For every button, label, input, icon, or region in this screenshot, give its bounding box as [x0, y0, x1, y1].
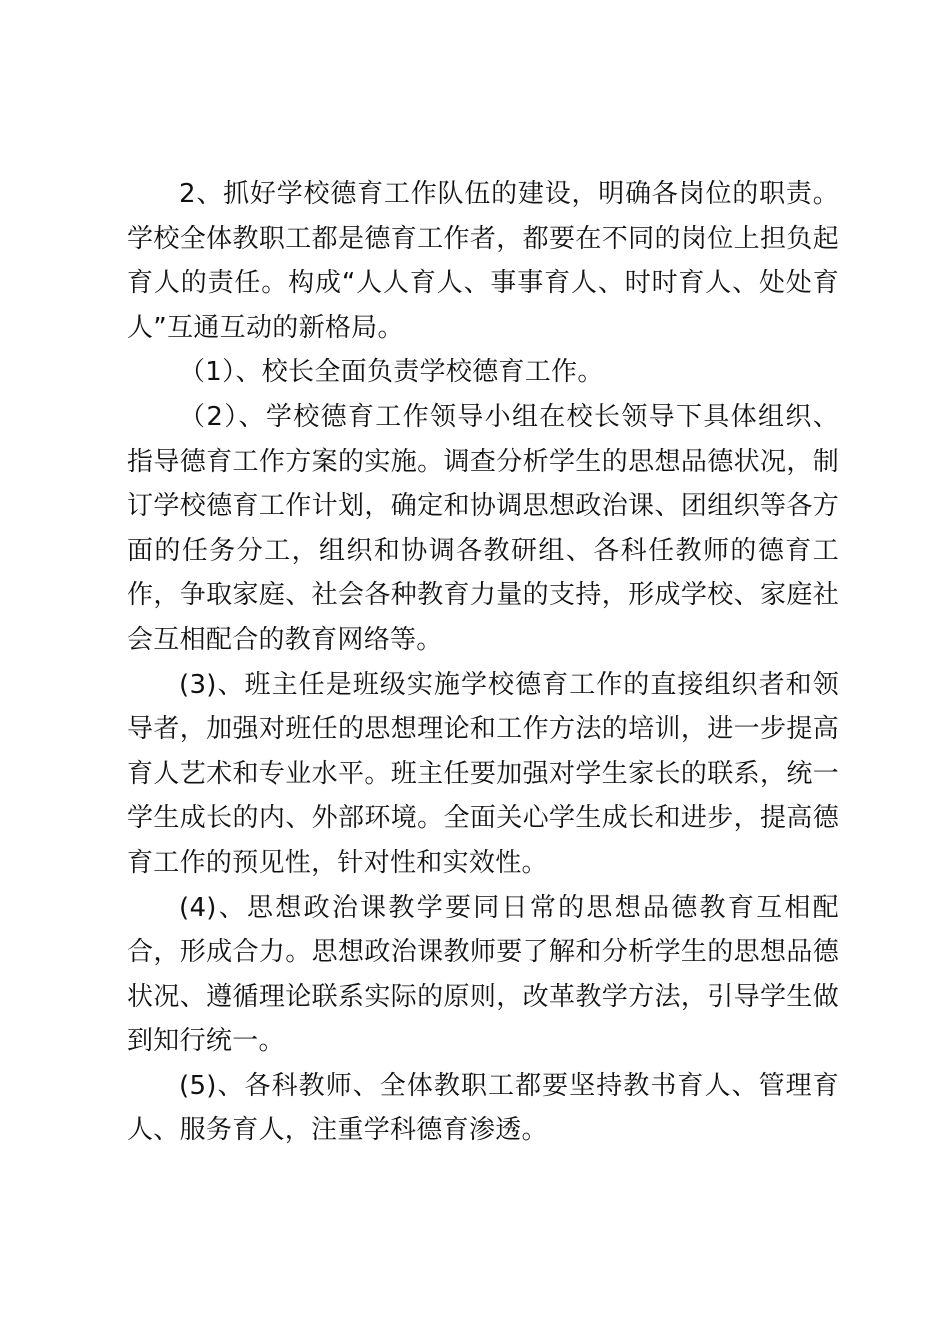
paragraph-class-teacher: (3)、班主任是班级实施学校德育工作的直接组织者和领导者，加强对班任的思想理论和工作方法的培训，进一步提高育人艺术和专业水平。班主任要加强对学生家长的联系，统一学生成长的内、外部环境。全面关心学生成长和进步，提高德育工作的预见性，针对性和实效性。: [127, 669, 839, 878]
paragraph-political-course: (4)、思想政治课教学要同日常的思想品德教育互相配合，形成合力。思想政治课教师要了解和分析学生的思想品德状况、遵循理论联系实际的原则，改革教学方法，引导学生做到知行统一。: [127, 892, 839, 1057]
paragraph-leadership-group: （2）、学校德育工作领导小组在校长领导下具体组织、指导德育工作方案的实施。调查分析学生的思想品德状况，制订学校德育工作计划，确定和协调思想政治课、团组织等各方面的任务分工，组织和协调各教研组、各科任教师的德育工作，争取家庭、社会各种教育力量的支持，形成学校、家庭社会互相配合的教育网络等。: [127, 401, 839, 655]
document-body: [127, 172, 839, 1153]
paragraph-principal: （1）、校长全面负责学校德育工作。: [179, 357, 604, 388]
paragraph-all-staff: (5)、各科教师、全体教职工都要坚持教书育人、管理育人、服务育人，注重学科德育渗透。: [127, 1070, 839, 1146]
paragraph-team-building: 2、抓好学校德育工作队伍的建设，明确各岗位的职责。学校全体教职工都是德育工作者，都要在不同的岗位上担负起育人的责任。构成“人人育人、事事育人、时时育人、处处育人”互通互动的新格局。: [127, 179, 839, 343]
